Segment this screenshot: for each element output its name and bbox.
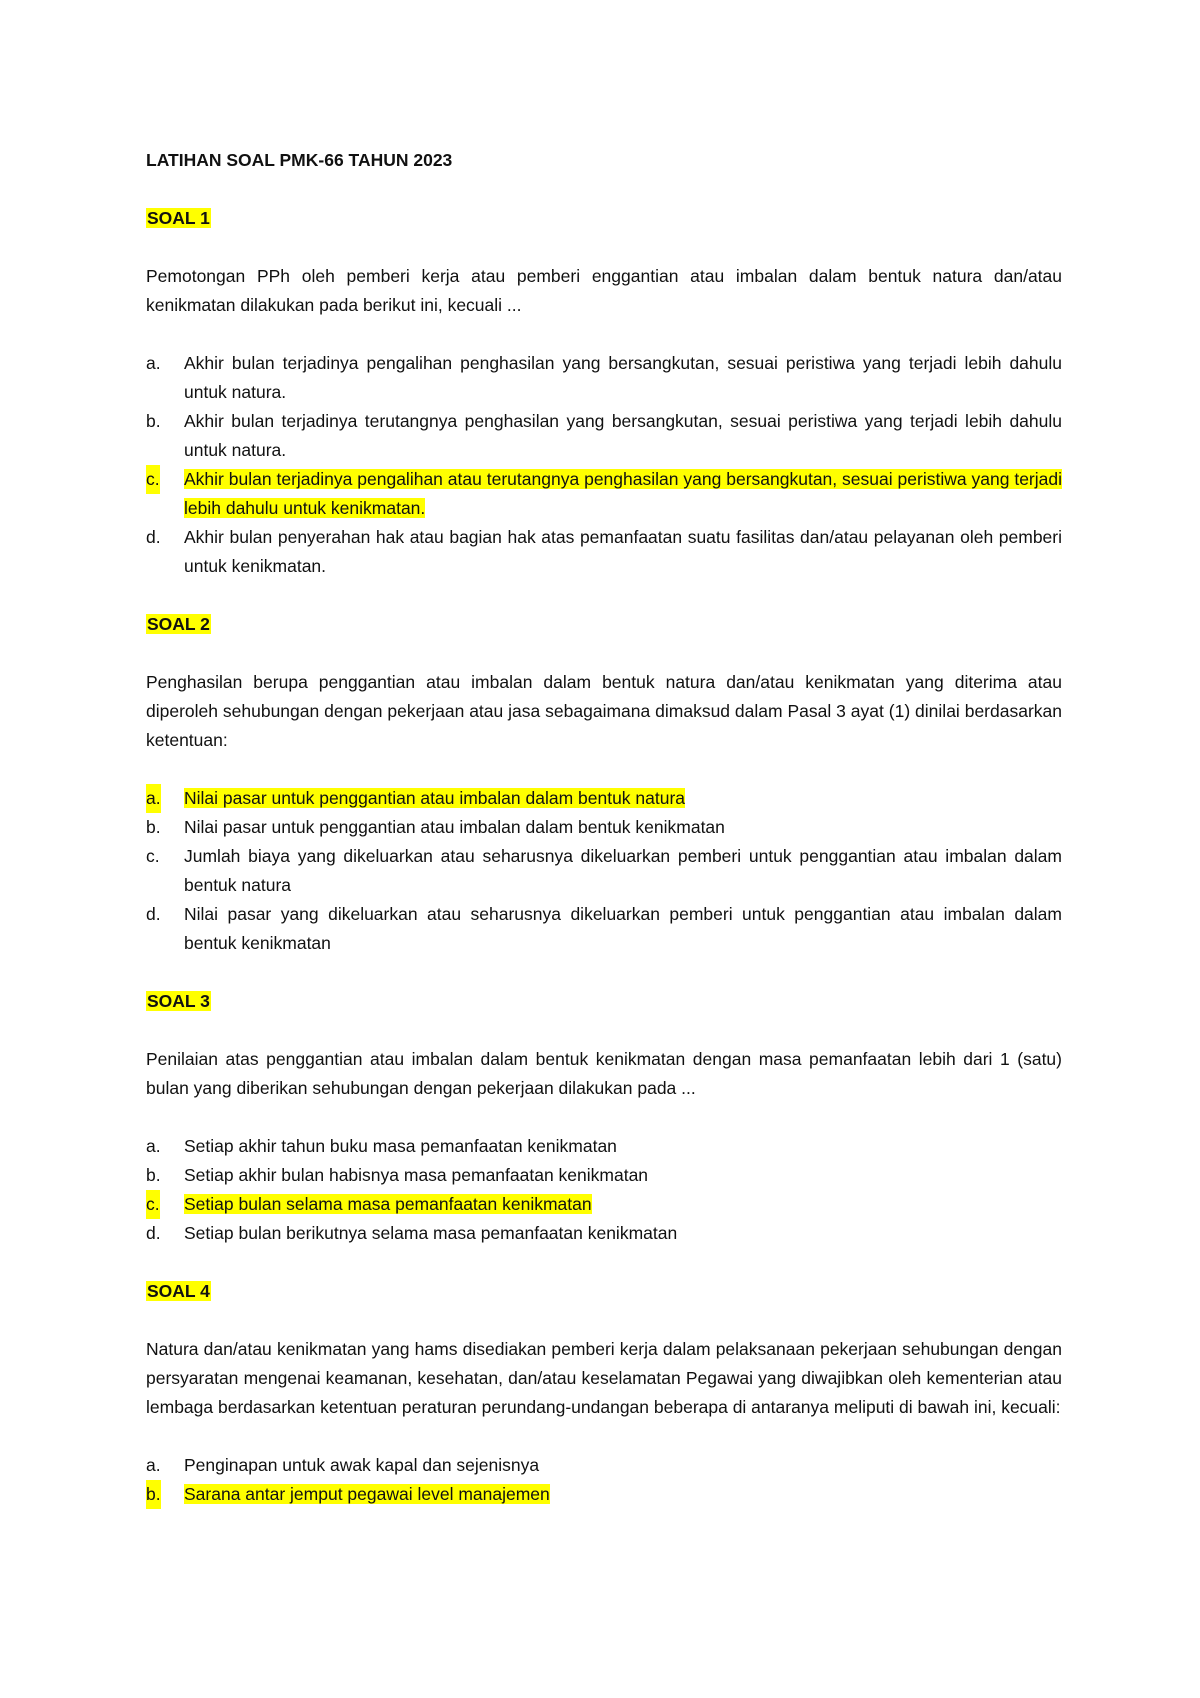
- option-b: [146, 813, 1062, 842]
- option-text-highlighted: Akhir bulan terjadinya pengalihan atau terutangnya penghasilan yang bersangkutan, sesuai peristiwa yang terjadi lebih dahulu untuk kenikmatan.: [184, 469, 1062, 518]
- question-stem: Penilaian atas penggantian atau imbalan dalam bentuk kenikmatan dengan masa pemanfaatan lebih dari 1 (satu) bulan yang diberikan sehubungan dengan pekerjaan dilakukan pada ...: [146, 1049, 1062, 1098]
- option-a-answer: [146, 784, 1062, 813]
- option-label: d.: [146, 1223, 161, 1243]
- option-label: d.: [146, 527, 161, 547]
- option-text: Setiap bulan berikutnya selama masa pemanfaatan kenikmatan: [184, 1223, 678, 1243]
- option-text: Nilai pasar untuk penggantian atau imbalan dalam bentuk kenikmatan: [184, 817, 725, 837]
- question-heading: [146, 1277, 1062, 1306]
- question-heading: [146, 987, 1062, 1016]
- option-text: Setiap akhir tahun buku masa pemanfaatan kenikmatan: [184, 1136, 617, 1156]
- question-heading-label: SOAL 4: [147, 1281, 210, 1301]
- option-c-answer: [146, 465, 1062, 523]
- option-label: a.: [146, 784, 161, 813]
- option-c-answer: [146, 1190, 1062, 1219]
- option-label: d.: [146, 904, 161, 924]
- option-list: [146, 1451, 1062, 1509]
- option-d: [146, 523, 1062, 581]
- option-text: Akhir bulan terjadinya pengalihan penghasilan yang bersangkutan, sesuai peristiwa yang terjadi lebih dahulu untuk natura.: [184, 353, 1062, 402]
- question-4: [146, 1277, 1062, 1509]
- option-b: [146, 407, 1062, 465]
- question-heading-label: SOAL 2: [147, 614, 210, 634]
- option-label: a.: [146, 353, 161, 373]
- option-text-highlighted: Sarana antar jemput pegawai level manajemen: [184, 1484, 550, 1504]
- option-label: b.: [146, 1165, 161, 1185]
- option-label: a.: [146, 1136, 161, 1156]
- question-1: [146, 204, 1062, 581]
- question-2: [146, 610, 1062, 958]
- option-label: a.: [146, 1455, 161, 1475]
- option-text: Jumlah biaya yang dikeluarkan atau seharusnya dikeluarkan pemberi untuk penggantian atau imbalan dalam bentuk natura: [184, 846, 1062, 895]
- option-list: [146, 349, 1062, 581]
- option-text: Setiap akhir bulan habisnya masa pemanfaatan kenikmatan: [184, 1165, 649, 1185]
- option-a: [146, 1132, 1062, 1161]
- question-stem: Natura dan/atau kenikmatan yang hams disediakan pemberi kerja dalam pelaksanaan pekerjaan sehubungan dengan persyaratan mengenai keamanan, kesehatan, dan/atau keselamatan Pegawai yang diwajibkan oleh kementerian atau lembaga berdasarkan ketentuan peraturan perundang-undangan beberapa di antaranya meliputi di bawah ini, kecuali:: [146, 1339, 1062, 1417]
- option-label: b.: [146, 411, 161, 431]
- option-c: [146, 842, 1062, 900]
- option-text: Akhir bulan penyerahan hak atau bagian hak atas pemanfaatan suatu fasilitas dan/atau pelayanan oleh pemberi untuk kenikmatan.: [184, 527, 1062, 576]
- option-d: [146, 1219, 1062, 1248]
- question-heading: [146, 204, 1062, 233]
- option-label: c.: [146, 1190, 160, 1219]
- option-b: [146, 1161, 1062, 1190]
- option-a: [146, 349, 1062, 407]
- option-label: b.: [146, 817, 161, 837]
- option-list: [146, 784, 1062, 958]
- option-a: [146, 1451, 1062, 1480]
- option-text: Penginapan untuk awak kapal dan sejenisnya: [184, 1455, 540, 1475]
- option-text: Nilai pasar yang dikeluarkan atau seharusnya dikeluarkan pemberi untuk penggantian atau imbalan dalam bentuk kenikmatan: [184, 904, 1062, 953]
- option-text: Akhir bulan terjadinya terutangnya penghasilan yang bersangkutan, sesuai peristiwa yang terjadi lebih dahulu untuk natura.: [184, 411, 1062, 460]
- option-b-answer: [146, 1480, 1062, 1509]
- question-3: [146, 987, 1062, 1248]
- option-list: [146, 1132, 1062, 1248]
- question-stem: Penghasilan berupa penggantian atau imbalan dalam bentuk natura dan/atau kenikmatan yang diterima atau diperoleh sehubungan dengan pekerjaan atau jasa sebagaimana dimaksud dalam Pasal 3 ayat (1) dinilai berdasarkan ketentuan:: [146, 672, 1062, 750]
- question-heading: [146, 610, 1062, 639]
- option-text-highlighted: Setiap bulan selama masa pemanfaatan kenikmatan: [184, 1194, 592, 1214]
- question-heading-label: SOAL 1: [147, 208, 210, 228]
- option-label: c.: [146, 846, 160, 866]
- option-text-highlighted: Nilai pasar untuk penggantian atau imbalan dalam bentuk natura: [184, 788, 686, 808]
- question-stem: Pemotongan PPh oleh pemberi kerja atau pemberi enggantian atau imbalan dalam bentuk natura dan/atau kenikmatan dilakukan pada berikut ini, kecuali ...: [146, 266, 1062, 315]
- document-title: LATIHAN SOAL PMK-66 TAHUN 2023: [146, 150, 453, 170]
- option-label: c.: [146, 465, 160, 494]
- document-content: [146, 146, 1062, 1538]
- option-label: b.: [146, 1480, 161, 1509]
- question-heading-label: SOAL 3: [147, 991, 210, 1011]
- option-d: [146, 900, 1062, 958]
